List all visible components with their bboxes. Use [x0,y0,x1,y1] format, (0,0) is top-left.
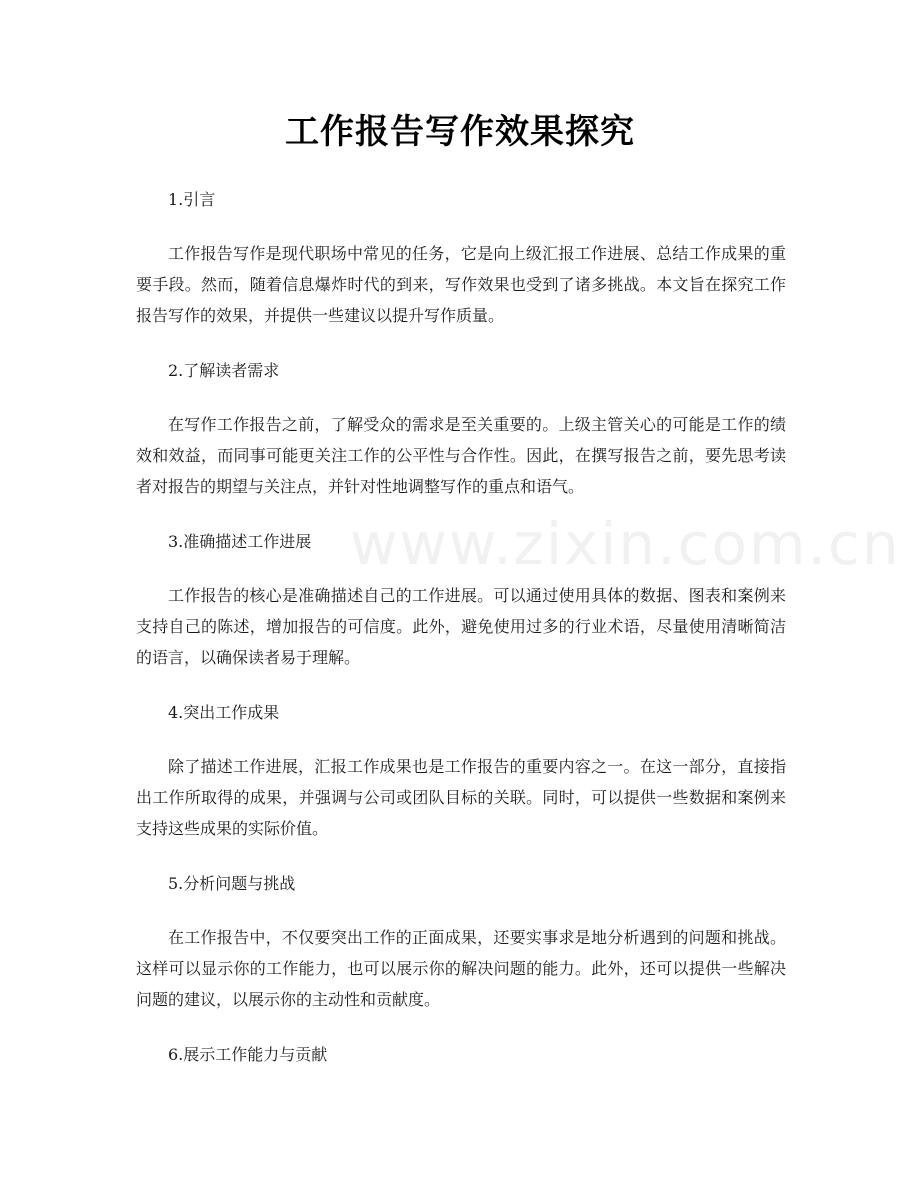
section-heading: 4.突出工作成果 [168,703,280,722]
section-1 [136,184,786,355]
section-heading: 3.准确描述工作进展 [168,532,312,551]
section-paragraph: 除了描述工作进展，汇报工作成果也是工作报告的重要内容之一。在这一部分，直接指出工作所取得的成果，并强调与公司或团队目标的关联。同时，可以提供一些数据和案例来支持这些成果的实际价值。 [136,757,786,838]
section-3 [136,526,786,697]
section-paragraph: 在写作工作报告之前，了解受众的需求是至关重要的。上级主管关心的可能是工作的绩效和效益，而同事可能更关注工作的公平性与合作性。因此，在撰写报告之前，要先思考读者对报告的期望与关注点，并针对性地调整写作的重点和语气。 [136,415,786,496]
document-body [136,184,786,1071]
section-6 [136,1039,786,1071]
watermark: www.zixin.com.cn [350,510,901,578]
document-title: 工作报告写作效果探究 [285,112,635,152]
section-heading: 6.展示工作能力与贡献 [168,1045,328,1064]
section-5 [136,868,786,1039]
section-4 [136,697,786,868]
section-heading: 5.分析问题与挑战 [168,874,296,893]
section-heading: 2.了解读者需求 [168,361,280,380]
section-2 [136,355,786,526]
section-paragraph: 工作报告的核心是准确描述自己的工作进展。可以通过使用具体的数据、图表和案例来支持自己的陈述，增加报告的可信度。此外，避免使用过多的行业术语，尽量使用清晰简洁的语言，以确保读者易于理解。 [136,586,786,667]
section-paragraph: 工作报告写作是现代职场中常见的任务，它是向上级汇报工作进展、总结工作成果的重要手段。然而，随着信息爆炸时代的到来，写作效果也受到了诸多挑战。本文旨在探究工作报告写作的效果，并提供一些建议以提升写作质量。 [136,244,786,325]
section-heading: 1.引言 [168,190,216,209]
section-paragraph: 在工作报告中，不仅要突出工作的正面成果，还要实事求是地分析遇到的问题和挑战。这样可以显示你的工作能力，也可以展示你的解决问题的能力。此外，还可以提供一些解决问题的建议，以展示你的主动性和贡献度。 [136,928,786,1009]
